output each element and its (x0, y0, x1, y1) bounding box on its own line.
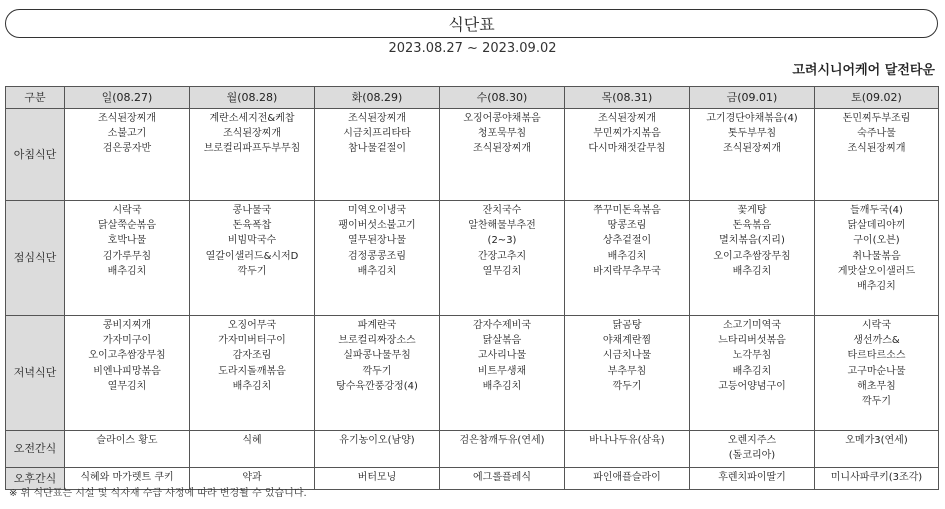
menu-item: 도라지돌깨볶음 (218, 365, 286, 377)
menu-item: 고구마순나물 (847, 365, 906, 377)
menu-cell (815, 468, 939, 490)
menu-cell (565, 316, 690, 431)
header-row (6, 87, 939, 109)
meal-label: 점심식단 (6, 201, 65, 316)
meal-row-breakfast (6, 109, 939, 201)
menu-item: 알찬해물부추전 (468, 220, 536, 232)
menu-item: (2~3) (487, 235, 517, 247)
menu-item: 오메가3(연세) (845, 435, 908, 446)
menu-item: 조식된장찌개 (723, 143, 781, 155)
menu-item: 배추김치 (107, 265, 147, 277)
menu-item: 검정콩콩조림 (348, 250, 406, 262)
menu-item: 식혜와 마가렛트 쿠키 (80, 472, 174, 483)
menu-item: 타르타르소스 (847, 350, 906, 362)
menu-cell (690, 468, 815, 490)
menu-item: 다시마채젓갈무침 (588, 143, 666, 155)
menu-cell (190, 201, 315, 316)
menu-item: 깍두기 (362, 365, 392, 377)
menu-item: 간장고추지 (477, 250, 527, 262)
menu-item: 노각무침 (732, 350, 772, 362)
menu-item: 조식된장찌개 (98, 113, 156, 124)
menu-item: 잔치국수 (482, 205, 522, 216)
menu-item: 생선까스& (853, 335, 900, 347)
menu-item: 깍두기 (237, 265, 267, 277)
menu-cell (690, 431, 815, 468)
menu-item: 바지락무추무국 (593, 265, 661, 277)
menu-item: 열갈이샐러드&시저D (205, 250, 299, 262)
menu-item: 돈육폭찹 (232, 220, 272, 232)
menu-item: 감자조림 (232, 350, 272, 362)
menu-item: 깍두기 (612, 380, 642, 392)
menu-item: 후렌치파이딸기 (718, 472, 786, 483)
menu-cell (690, 201, 815, 316)
menu-cell (815, 201, 939, 316)
menu-item: 톳두부무침 (727, 128, 777, 140)
menu-cell (440, 431, 565, 468)
menu-item: 오이고추쌈장무침 (88, 350, 166, 362)
menu-item: 감자수제비국 (473, 320, 531, 331)
day-header: 월(08.28) (190, 87, 315, 109)
menu-item: 파인애플슬라이 (593, 472, 661, 483)
menu-cell (565, 201, 690, 316)
menu-cell (315, 109, 440, 201)
menu-item: 탕수육깐풍강정(4) (336, 380, 418, 392)
menu-item: 배추김치 (732, 365, 772, 377)
menu-item: 참나물겉절이 (348, 143, 406, 155)
menu-item: 닭살쭉순볶음 (98, 220, 156, 232)
menu-item: 파계란국 (357, 320, 397, 331)
menu-item: 시금치나물 (602, 350, 652, 362)
menu-item: 유기농이오(남양) (339, 435, 415, 446)
menu-item: 콩비지찌개 (102, 320, 152, 331)
menu-table (5, 86, 939, 490)
menu-item: 땅콩조림 (607, 220, 647, 232)
menu-item: 비트무생채 (477, 365, 527, 377)
menu-item: 브로컬리파프두부무침 (203, 143, 301, 155)
menu-item: 가자미구이 (102, 335, 152, 347)
menu-item: 브로컬리짜장소스 (338, 335, 416, 347)
day-header: 수(08.30) (440, 87, 565, 109)
menu-item: 약과 (242, 472, 262, 483)
day-header: 토(09.02) (815, 87, 939, 109)
menu-cell (815, 316, 939, 431)
menu-item: 호박나물 (107, 235, 147, 247)
menu-item: 열무김치 (482, 265, 522, 277)
menu-item: 고기경단야채볶음(4) (706, 113, 798, 124)
menu-cell (190, 109, 315, 201)
menu-cell (65, 201, 190, 316)
meal-label: 오후간식 (6, 468, 65, 490)
menu-item: 꽃게탕 (737, 205, 767, 216)
footnote: ※ 위 식단표는 시설 및 식자재 수급 사정에 따라 변경될 수 있습니다. (9, 488, 307, 499)
menu-item: 멸치볶음(지리) (719, 235, 785, 247)
menu-item: 에그롤플레식 (473, 472, 531, 483)
menu-item: 시락국 (112, 205, 142, 216)
menu-cell (315, 201, 440, 316)
menu-cell (690, 316, 815, 431)
menu-item: 검은참깨두유(연세) (459, 435, 545, 446)
menu-item: 닭살데리야끼 (847, 220, 906, 232)
menu-item: (돌코리아) (728, 450, 776, 462)
menu-item: 오징어콩야채볶음 (463, 113, 541, 124)
menu-item: 바나나두유(삼육) (589, 435, 665, 446)
menu-item: 조식된장찌개 (847, 143, 906, 155)
menu-item: 느타리버섯볶음 (718, 335, 786, 347)
menu-item: 시락국 (862, 320, 891, 331)
menu-item: 콩나물국 (232, 205, 272, 216)
menu-item: 오렌지주스 (727, 435, 777, 446)
menu-item: 고사리나물 (477, 350, 527, 362)
menu-cell (815, 109, 939, 201)
menu-item: 게맛살오이샐러드 (837, 265, 916, 277)
meal-row-lunch (6, 201, 939, 316)
menu-item: 조식된장찌개 (348, 113, 406, 124)
meal-label: 오전간식 (6, 431, 65, 468)
menu-item: 소고기미역국 (723, 320, 781, 331)
meal-label: 저녁식단 (6, 316, 65, 431)
menu-cell (65, 431, 190, 468)
menu-cell (565, 109, 690, 201)
menu-item: 깍두기 (862, 396, 891, 408)
menu-cell (190, 431, 315, 468)
menu-item: 비엔나피망볶음 (93, 365, 161, 377)
menu-item: 배추김치 (232, 380, 272, 392)
menu-cell (190, 316, 315, 431)
menu-cell (65, 109, 190, 201)
menu-cell (565, 431, 690, 468)
menu-item: 부추무침 (607, 365, 647, 377)
menu-item: 슬라이스 황도 (96, 435, 158, 446)
header-label: 구분 (6, 87, 65, 109)
menu-item: 김가루무침 (102, 250, 152, 262)
menu-item: 쭈꾸미돈육볶음 (593, 205, 661, 216)
menu-item: 숙주나물 (857, 128, 896, 140)
menu-item: 고등어양념구이 (718, 380, 786, 392)
menu-item: 배추김치 (357, 265, 397, 277)
menu-cell (565, 468, 690, 490)
day-header: 일(08.27) (65, 87, 190, 109)
menu-item: 열무된장나물 (348, 235, 406, 247)
day-header: 화(08.29) (315, 87, 440, 109)
menu-item: 구이(오븐) (853, 235, 900, 247)
menu-cell (440, 109, 565, 201)
menu-item: 검은콩자반 (102, 143, 152, 155)
menu-item: 팽이버섯소불고기 (338, 220, 416, 232)
menu-item: 비빔막국수 (227, 235, 277, 247)
menu-cell (440, 468, 565, 490)
menu-item: 계란소세지전&케찹 (209, 113, 295, 124)
menu-cell (315, 431, 440, 468)
menu-item: 조식된장찌개 (473, 143, 531, 155)
meal-label: 아침식단 (6, 109, 65, 201)
menu-item: 버터모닝 (357, 472, 397, 483)
menu-item: 오이고추쌈장무침 (713, 250, 791, 262)
menu-item: 배추김치 (482, 380, 522, 392)
organization-name: 고려시니어케어 달전타운 (792, 63, 935, 78)
menu-item: 미니사파쿠키(3조각) (830, 472, 923, 483)
menu-cell (440, 201, 565, 316)
menu-item: 들깨두국(4) (850, 205, 903, 216)
meal-row-dinner (6, 316, 939, 431)
menu-item: 소불고기 (107, 128, 147, 140)
menu-item: 야채계란찜 (602, 335, 652, 347)
menu-item: 시금치프리타타 (343, 128, 411, 140)
menu-item: 닭살볶음 (482, 335, 522, 347)
menu-item: 식혜 (242, 435, 262, 446)
menu-cell (315, 316, 440, 431)
menu-item: 닭곰탕 (612, 320, 642, 331)
page-title: 식단표 (5, 9, 938, 38)
menu-item: 가자미버터구이 (218, 335, 286, 347)
menu-item: 해초무침 (857, 380, 896, 392)
menu-item: 오징어무국 (227, 320, 277, 331)
menu-item: 돈민찌두부조림 (842, 113, 911, 124)
menu-item: 조식된장찌개 (598, 113, 656, 124)
menu-item: 돈육볶음 (732, 220, 772, 232)
date-range: 2023.08.27 ~ 2023.09.02 (388, 41, 557, 56)
menu-cell (315, 468, 440, 490)
menu-cell (690, 109, 815, 201)
menu-item: 상추겉절이 (602, 235, 652, 247)
meal-row-morning-snack (6, 431, 939, 468)
menu-item: 배추김치 (732, 265, 772, 277)
menu-cell (440, 316, 565, 431)
day-header: 금(09.01) (690, 87, 815, 109)
menu-cell (65, 316, 190, 431)
menu-item: 배추김치 (857, 281, 896, 293)
menu-item: 실파콩나물무침 (343, 350, 411, 362)
menu-item: 무민찌가지볶음 (593, 128, 661, 140)
menu-item: 미역오이냉국 (348, 205, 406, 216)
menu-cell (815, 431, 939, 468)
menu-item: 배추김치 (607, 250, 647, 262)
menu-item: 청포묵무침 (477, 128, 527, 140)
menu-item: 취나물볶음 (852, 250, 901, 262)
menu-item: 조식된장찌개 (223, 128, 281, 140)
day-header: 목(08.31) (565, 87, 690, 109)
menu-item: 열무김치 (107, 380, 147, 392)
